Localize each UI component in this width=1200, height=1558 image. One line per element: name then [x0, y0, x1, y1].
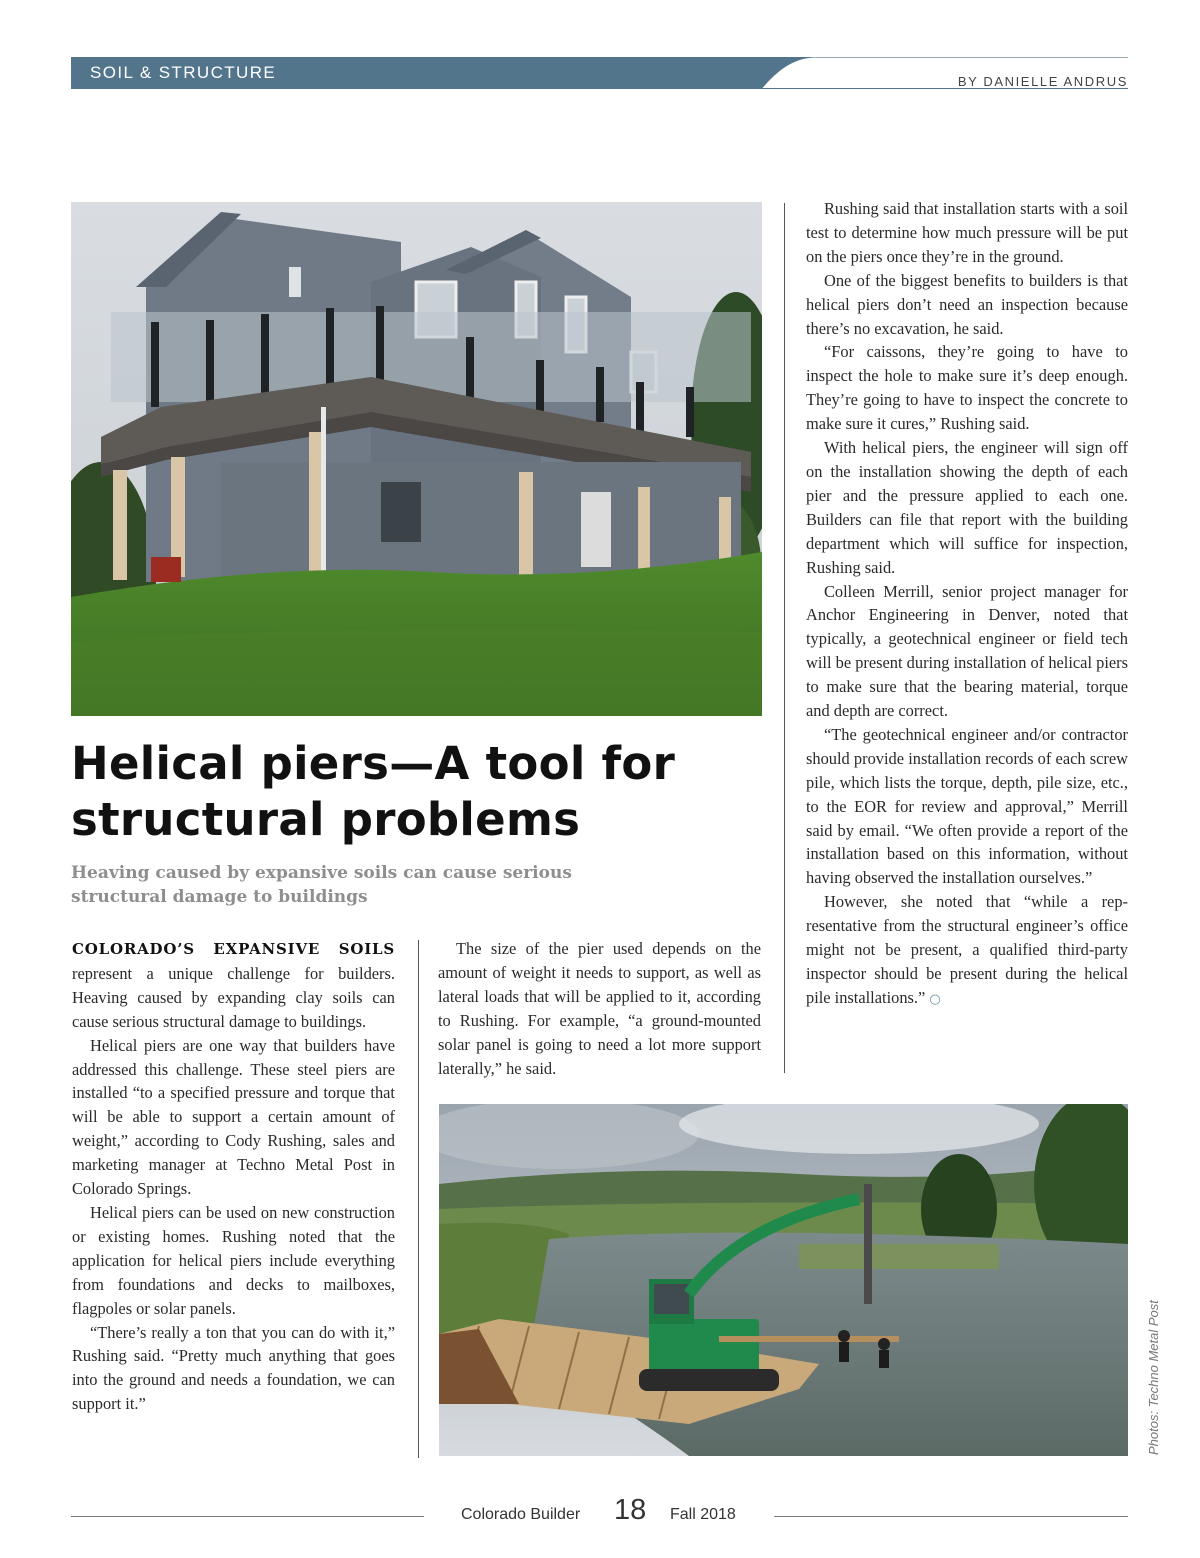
pond-excavator-photo	[439, 1104, 1128, 1456]
body-column-2	[438, 937, 761, 1080]
footer-issue: Fall 2018	[670, 1506, 736, 1523]
paragraph-text: However, she noted that “while a representative from the structural engineer’s office might not be present, a qualified third-party inspector should be present during the helical pile installations.”	[806, 892, 1128, 1007]
paragraph: The size of the pier used depends on the amount of weight it needs to support, as well as lateral loads that will be applied to it, according to Rushing. For example, “a ground-mounted solar panel is going to need a lot more support laterally,” he said.	[438, 939, 761, 1078]
paragraph: Rushing said that installation starts with a soil test to determine how much pressure will be put on the piers once they’re in the ground.	[806, 199, 1128, 266]
column-divider	[418, 940, 419, 1458]
paragraph: “The geotechnical engineer and/or contractor should provide installation records of each screw pile, which lists the torque, depth, pile size, etc., to the EOR for review and approval,” Merrill said by email. “We often provide a report of the installation based on this information, without having observed the installation ourselves.”	[806, 724, 1128, 888]
lead-in: COLORADO’S EXPANSIVE SOILS	[72, 940, 395, 958]
paragraph-text: represent a unique challenge for builders. Heaving caused by expanding clay soils can cause serious structural damage to buildings.	[72, 963, 395, 1031]
end-mark-icon: ○	[929, 991, 941, 1007]
paragraph: Helical piers can be used on new construction or existing homes. Rushing noted that the application for helical piers include everything from foundations and decks to mailboxes, flagpoles or solar panels.	[72, 1202, 395, 1318]
house-photo	[71, 202, 762, 716]
footer-rule	[774, 1516, 1128, 1517]
paragraph	[806, 890, 1128, 1012]
paragraph: One of the biggest benefits to builders is that helical piers don’t need an inspection because there’s no excavation, he said.	[806, 270, 1128, 338]
paragraph: With helical piers, the engineer will sign off on the installation showing the depth of each pier and the pressure applied to each one. Builders can file that report with the building department which will suffice for inspection, Rushing said.	[806, 438, 1128, 577]
paragraph: “For caissons, they’re going to have to inspect the hole to make sure it’s deep enough. They’re going to have to inspect the concrete to make sure it cures,” Rushing said.	[806, 342, 1128, 434]
footer-publication: Colorado Builder	[461, 1506, 581, 1523]
footer-rule	[71, 1516, 424, 1517]
body-column-1	[72, 937, 395, 1416]
column-divider	[784, 203, 785, 1073]
byline: BY DANIELLE ANDRUS	[957, 74, 1128, 89]
paragraph: “There’s really a ton that you can do with it,” Rushing said. “Pretty much anything that goes into the ground and needs a foundation, we can support it.”	[72, 1322, 395, 1414]
paragraph: Colleen Merrill, senior project manager for Anchor Engineering in Denver, noted that typically, a geotechnical engineer or field tech will be present during installation of helical piers to make sure that the bearing material, torque and depth are correct.	[806, 581, 1128, 721]
photo-credit: Photos: Techno Metal Post	[1146, 1300, 1161, 1455]
body-column-3	[806, 197, 1128, 1012]
page-number: 18	[614, 1494, 647, 1526]
article-deck: Heaving caused by expansive soils can cause serious structural damage to buildings	[71, 863, 572, 907]
section-label: SOIL & STRUCTURE	[90, 63, 277, 82]
article-title: Helical piers—A tool for structural problems	[71, 737, 676, 846]
paragraph	[72, 937, 395, 1034]
paragraph: Helical piers are one way that builders have addressed this challenge. These steel piers are installed “to a specified pressure and torque that will be able to support a certain amount of weight,” according to Cody Rushing, sales and marketing manager at Techno Metal Post in Colorado Springs.	[72, 1035, 395, 1199]
